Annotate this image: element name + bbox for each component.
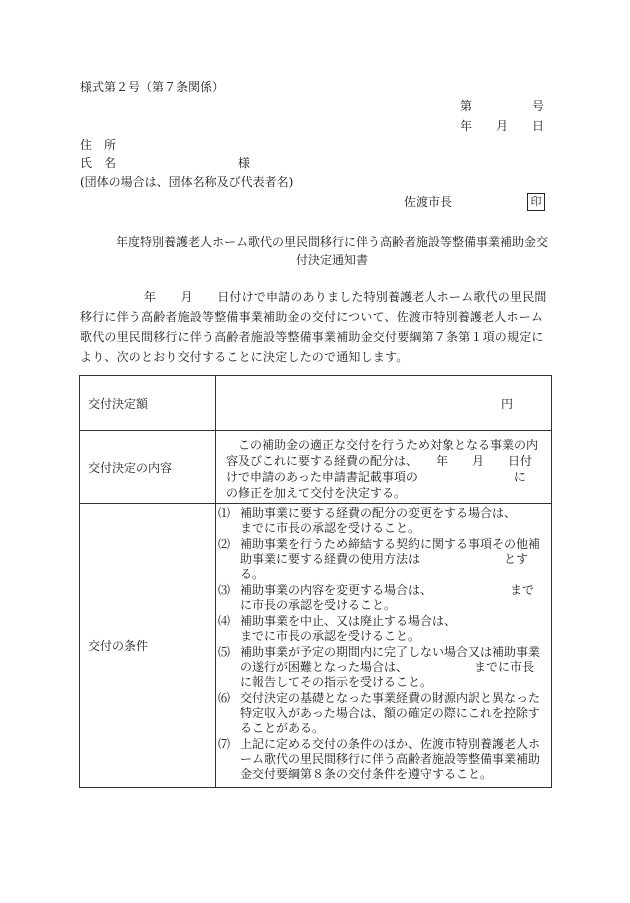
honorific: 様 bbox=[238, 156, 251, 170]
document-date: 年 月 日 bbox=[460, 119, 545, 133]
content-row bbox=[80, 431, 552, 504]
condition-item bbox=[218, 737, 545, 782]
issuer: 佐渡市長 bbox=[404, 195, 453, 209]
content-text: この補助金の適正な交付を行うため対象となる事業の内容及びこれに要する経費の配分は、 年 月 日付けで申請のあった申請書記載事項の に の修正を加えて交付を決定する。 bbox=[226, 438, 586, 500]
group-note: (団体の場合は、団体名称及び代表者名) bbox=[80, 175, 294, 189]
address-label: 住 所 bbox=[80, 138, 117, 152]
condition-number: ⑷ bbox=[218, 614, 231, 628]
condition-text: 補助事業に要する経費の配分の変更をする場合は、 までに市長の承認を受けること。 bbox=[240, 506, 607, 535]
official-seal: 印 bbox=[527, 193, 545, 211]
notice-body bbox=[80, 287, 550, 367]
conditions-row bbox=[80, 504, 552, 788]
condition-number: ⑹ bbox=[218, 691, 231, 705]
body-line-2: 移行に伴う高齢者施設等整備事業補助金の交付について、佐渡市特別養護老人ホーム bbox=[80, 310, 544, 324]
condition-text: 交付決定の基礎となった事業経費の財源内訳と異なった特定収入があった場合は、額の確定の際にこれを控除することがある。 bbox=[240, 691, 541, 735]
title-line-2: 付決定通知書 bbox=[295, 253, 368, 267]
condition-number: ⑵ bbox=[218, 537, 231, 551]
content-label: 交付決定の内容 bbox=[80, 431, 216, 504]
condition-number: ⑺ bbox=[218, 737, 231, 751]
body-line-3: 歌代の里民間移行に伴う高齢者施設等整備事業補助金交付要綱第７条第１項の規定に bbox=[80, 330, 544, 344]
document-number: 第 号 bbox=[460, 99, 545, 113]
condition-text: 補助事業を中止、又は廃止する場合は、 までに市長の承認を受けること。 bbox=[240, 614, 535, 643]
grant-table bbox=[79, 375, 607, 788]
content-cell bbox=[216, 431, 586, 504]
condition-number: ⑴ bbox=[218, 506, 231, 520]
condition-item bbox=[218, 614, 545, 644]
condition-item bbox=[218, 691, 545, 736]
body-line-1: 年 月 日付けで申請のありました特別養護老人ホーム歌代の里民間 bbox=[144, 290, 547, 304]
condition-text: 上記に定める交付の条件のほか、佐渡市特別養護老人ホーム歌代の里民間移行に伴う高齢者施設等整備事業補助金交付要綱第８条の交付条件を遵守すること。 bbox=[240, 737, 541, 781]
condition-number: ⑶ bbox=[218, 583, 231, 597]
body-line-4: より、次のとおり交付することに決定したので通知します。 bbox=[80, 350, 409, 364]
amount-unit: 円 bbox=[216, 376, 552, 431]
conditions-cell bbox=[216, 504, 607, 788]
amount-row bbox=[80, 376, 552, 431]
conditions-label: 交付の条件 bbox=[80, 504, 216, 788]
condition-item bbox=[218, 583, 545, 613]
condition-item bbox=[218, 645, 545, 690]
condition-item bbox=[218, 506, 607, 536]
condition-text: 補助事業の内容を変更する場合は、 までに市長の承認を受けること。 bbox=[240, 583, 535, 612]
title-line-1: 年度特別養護老人ホーム歌代の里民間移行に伴う高齢者施設等整備事業補助金交 bbox=[115, 235, 548, 249]
name-label: 氏 名 bbox=[80, 156, 117, 170]
form-code: 様式第２号（第７条関係） bbox=[80, 80, 225, 94]
condition-text: 補助事業が予定の期間内に完了しない場合又は補助事業の遂行が困難となった場合は、 までに市長に報告してその指示を受けること。 bbox=[240, 645, 541, 689]
condition-text: 補助事業を行うため締結する契約に関する事項その他補助事業に要する経費の使用方法は とする。 bbox=[240, 537, 541, 581]
condition-item bbox=[218, 537, 545, 582]
amount-label: 交付決定額 bbox=[80, 376, 216, 431]
document-title bbox=[112, 233, 552, 269]
condition-number: ⑸ bbox=[218, 645, 231, 659]
